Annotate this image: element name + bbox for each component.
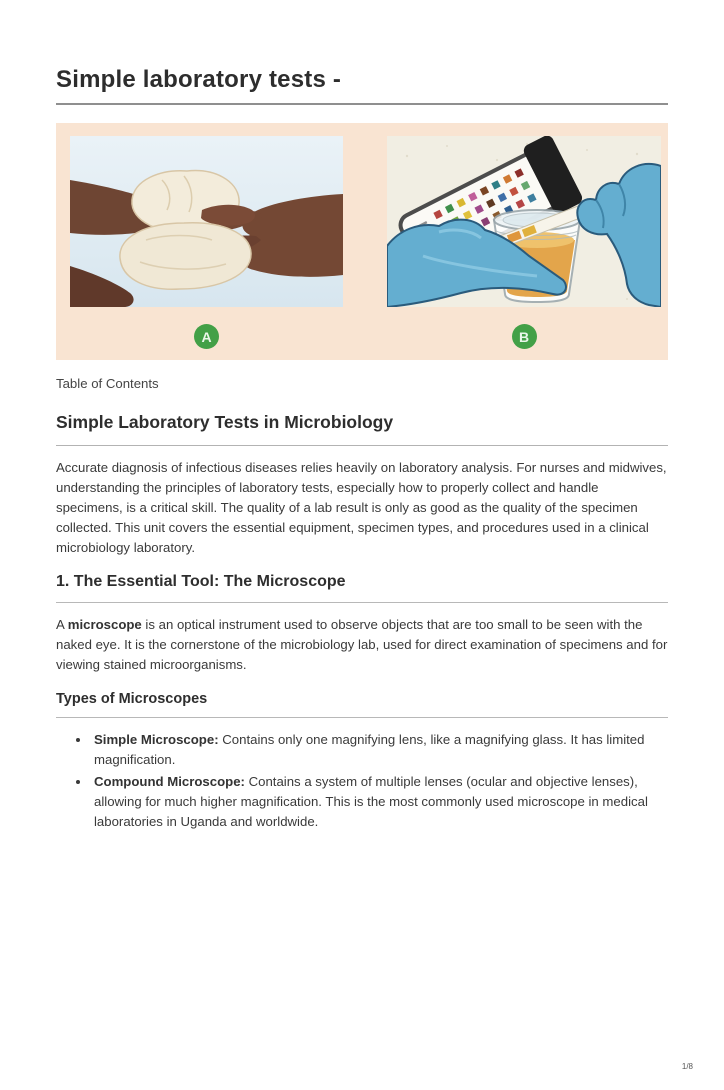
- page-indicator: 1/8: [681, 1062, 693, 1071]
- table-of-contents-label: Table of Contents: [56, 376, 159, 391]
- figure-badges: [70, 324, 661, 349]
- bullet-term: Compound Microscope:: [94, 774, 245, 789]
- panel-a-image: [70, 136, 343, 307]
- bullet-desc: Contains only one magnifying lens, like a magnifying glass. It has limited magnification.: [94, 732, 645, 767]
- article-title: Simple Laboratory Tests in Microbiology: [56, 412, 668, 446]
- intro-paragraph: Accurate diagnosis of infectious diseases relies heavily on laboratory analysis. For nurses and midwives, understanding the principles of laboratory tests, especially how to properly collect and handle specimens, is a critical skill. The quality of a lab result is only as good as the quality of the specimen collected. This unit covers the essential equipment, specimen types, and procedures used in a clinical microbiology laboratory.: [56, 460, 667, 555]
- microscope-term: microscope: [67, 617, 142, 632]
- bullet-desc: Contains a system of multiple lenses (ocular and objective lenses), allowing for much higher magnification. This is the most commonly used microscope in medical laboratories in Uganda and worldwide.: [94, 774, 648, 829]
- urine-dipstick-illustration: [387, 136, 661, 307]
- panel-a-badge: A: [194, 324, 219, 349]
- microscope-types-list: [56, 730, 668, 832]
- panel-b-image: [387, 136, 661, 307]
- microscope-paragraph-start: A: [56, 617, 68, 632]
- document-page: [0, 66, 724, 832]
- list-item-compound-microscope: [91, 772, 668, 832]
- finger-prick-illustration: [70, 136, 343, 307]
- types-of-microscopes-heading: Types of Microscopes: [56, 691, 668, 718]
- list-item-simple-microscope: [91, 730, 668, 770]
- section1-heading: 1. The Essential Tool: The Microscope: [56, 573, 668, 603]
- panel-b-badge: B: [512, 324, 537, 349]
- bullet-term: Simple Microscope:: [94, 732, 219, 747]
- figure-block: [56, 123, 668, 360]
- microscope-paragraph: [56, 615, 668, 675]
- title-divider: [56, 103, 668, 105]
- figure-panels: [70, 136, 661, 307]
- page-title: Simple laboratory tests -: [56, 66, 342, 93]
- microscope-paragraph-rest: is an optical instrument used to observe objects that are too small to be seen with the naked eye. It is the cornerstone of the microbiology lab, used for direct examination of specimens and for viewing stained microorganisms.: [56, 617, 668, 672]
